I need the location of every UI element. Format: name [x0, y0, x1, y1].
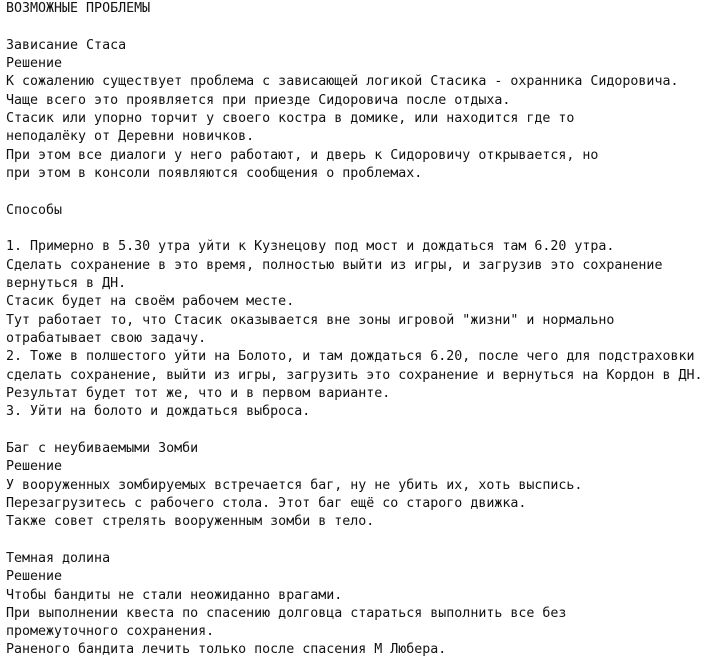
- text-line: При выполнении квеста по спасению долговца стараться выполнить все без: [6, 605, 567, 621]
- text-line: неподалёку от Деревни новичков.: [6, 129, 255, 145]
- list-item: 1. Примерно в 5.30 утра уйти к Кузнецову под мост и дождаться там 6.20 утра.: [6, 239, 615, 255]
- list-item: 2. Тоже в полшестого уйти на Болото, и там дождаться 6.20, после чего для подстраховки: [6, 349, 695, 365]
- text-line: промежуточного сохранения.: [6, 624, 215, 640]
- text-line: Стасик или упорно торчит у своего костра в домике, или находится где то: [6, 110, 575, 126]
- text-line: Стасик будет на своём рабочем месте.: [6, 294, 295, 310]
- text-line: отрабатывает свою задачу.: [6, 330, 207, 346]
- list-item: 3. Уйти на болото и дождаться выброса.: [6, 404, 311, 420]
- text-line: при этом в консоли появляются сообщения о проблемах.: [6, 165, 423, 181]
- subsection-heading: Способы: [6, 202, 63, 218]
- text-line: Перезагрузитесь с рабочего стола. Этот баг ещё со старого движка.: [6, 495, 527, 511]
- blank-line: [6, 183, 702, 201]
- text-line: Раненого бандита лечить только после спасения М Любера.: [6, 642, 447, 658]
- text-line: Сделать сохранение в это время, полностью выйти из игры, и загрузив это сохранение: [6, 257, 663, 273]
- text-line: К сожалению существует проблема с зависающей логикой Стасика - охранника Сидоровича.: [6, 74, 679, 90]
- text-line: При этом все диалоги у него работают, и дверь к Сидоровичу открывается, но: [6, 147, 599, 163]
- document-title: ВОЗМОЖНЫЕ ПРОБЛЕМЫ: [6, 1, 151, 16]
- subsection-heading: Решение: [6, 55, 63, 71]
- section-heading: Баг с неубиваемыми Зомби: [6, 440, 199, 456]
- section-heading: Зависание Стаса: [6, 37, 127, 53]
- text-line: вернуться в ДН.: [6, 275, 127, 291]
- subsection-heading: Решение: [6, 459, 63, 475]
- section-heading: Темная долина: [6, 550, 111, 566]
- text-line: Тут работает то, что Стасик оказывается вне зоны игровой "жизни" и нормально: [6, 312, 615, 328]
- text-line: Результат будет тот же, что и в первом варианте.: [6, 385, 391, 401]
- blank-line: [6, 532, 702, 550]
- text-line: У вооруженных зомбируемых встречается баг, ну не убить их, хоть выспись.: [6, 477, 583, 493]
- text-line: Чтобы бандиты не стали неожиданно врагами.: [6, 587, 343, 603]
- text-line: Чаще всего это проявляется при приезде Сидоровича после отдыха.: [6, 92, 511, 108]
- subsection-heading: Решение: [6, 569, 63, 585]
- blank-line: [6, 220, 702, 238]
- text-line: Также совет стрелять вооруженным зомби в тело.: [6, 514, 375, 530]
- blank-line: [6, 18, 702, 36]
- blank-line: [6, 422, 702, 440]
- text-line: сделать сохранение, выйти из игры, загрузить это сохранение и вернуться на Кордон в ДН.: [6, 367, 702, 383]
